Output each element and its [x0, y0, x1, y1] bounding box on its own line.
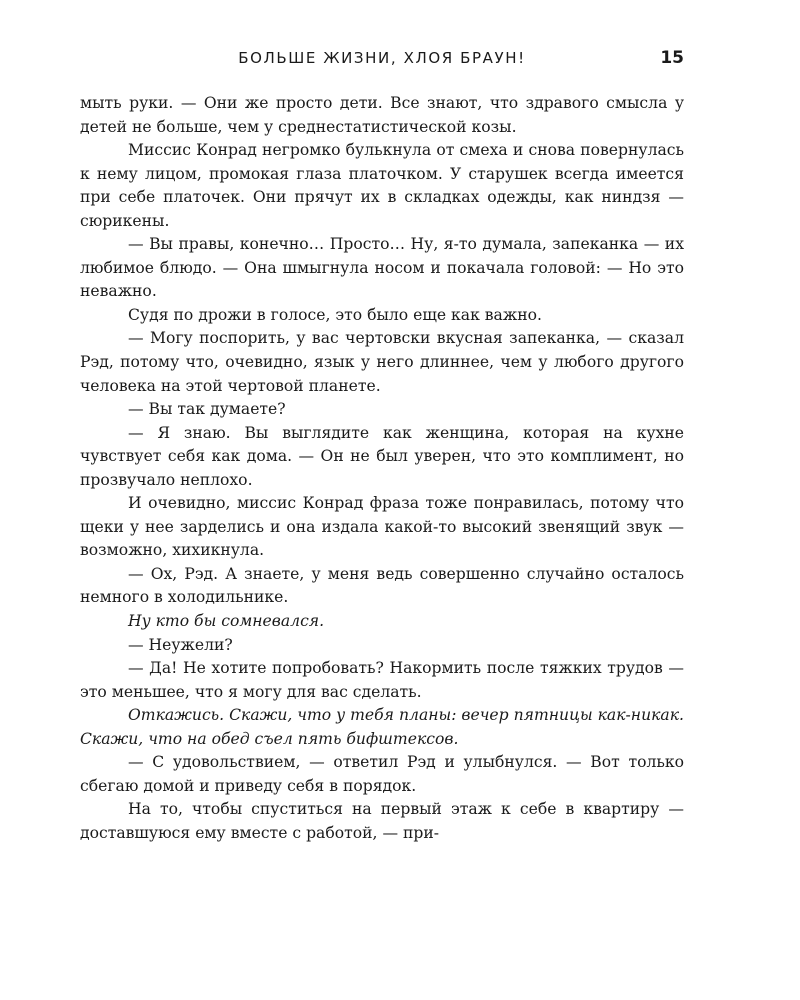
paragraph-italic: Ну кто бы сомневался.: [128, 612, 325, 631]
running-head: [80, 46, 684, 70]
paragraph: На то, чтобы спуститься на первый этаж к себе в квартиру — доставшуюся ему вместе с работой, — при-: [80, 800, 684, 842]
paragraph: — Да! Не хотите попробовать? Накормить после тяжких трудов — это меньшее, что я могу для вас сделать.: [80, 659, 684, 701]
paragraph: — Я знаю. Вы выглядите как женщина, которая на кухне чувствует себя как дома. — Он не был уверен, что это комплимент, но прозвучало неплохо.: [80, 423, 684, 489]
paragraph: — Могу поспорить, у вас чертовски вкусная запеканка, — сказал Рэд, потому что, очевидно, язык у него длиннее, чем у любого другого человека на этой чертовой планете.: [80, 329, 684, 395]
paragraph: — Ох, Рэд. А знаете, у меня ведь совершенно случайно осталось немного в холодильнике.: [80, 564, 684, 607]
page-number: 15: [660, 48, 684, 68]
paragraph: — Вы правы, конечно… Просто… Ну, я-то думала, запеканка — их любимое блюдо. — Она шмыгнула носом и покачала головой: — Но это неважно.: [80, 235, 684, 301]
paragraph: Миссис Конрад негромко булькнула от смеха и снова повернулась к нему лицом, промокая глаза платочком. У старушек всегда имеется при себе платочек. Они прячут их в складках одежды, как ниндзя — сюрикены.: [80, 141, 684, 230]
book-page: [80, 0, 684, 1000]
paragraph: И очевидно, миссис Конрад фраза тоже понравилась, потому что щеки у нее зарделись и она издала какой-то высокий звенящий звук — возможно, хихикнула.: [80, 494, 684, 560]
paragraph: Судя по дрожи в голосе, это было еще как важно.: [128, 305, 542, 324]
paragraph: мыть руки. — Они же просто дети. Все знают, что здравого смысла у детей не больше, чем у среднестатистической козы.: [80, 94, 684, 136]
body-text: [80, 92, 684, 846]
paragraph: — Неужели?: [128, 635, 233, 654]
paragraph: — С удовольствием, — ответил Рэд и улыбнулся. — Вот только сбегаю домой и приведу себя в порядок.: [80, 753, 684, 795]
paragraph: — Вы так думаете?: [128, 400, 286, 419]
paragraph-italic: Откажись. Скажи, что у тебя планы: вечер пятницы как-никак. Скажи, что на обед съел пять бифштексов.: [80, 706, 684, 748]
running-title: БОЛЬШЕ ЖИЗНИ, ХЛОЯ БРАУН!: [238, 49, 526, 67]
